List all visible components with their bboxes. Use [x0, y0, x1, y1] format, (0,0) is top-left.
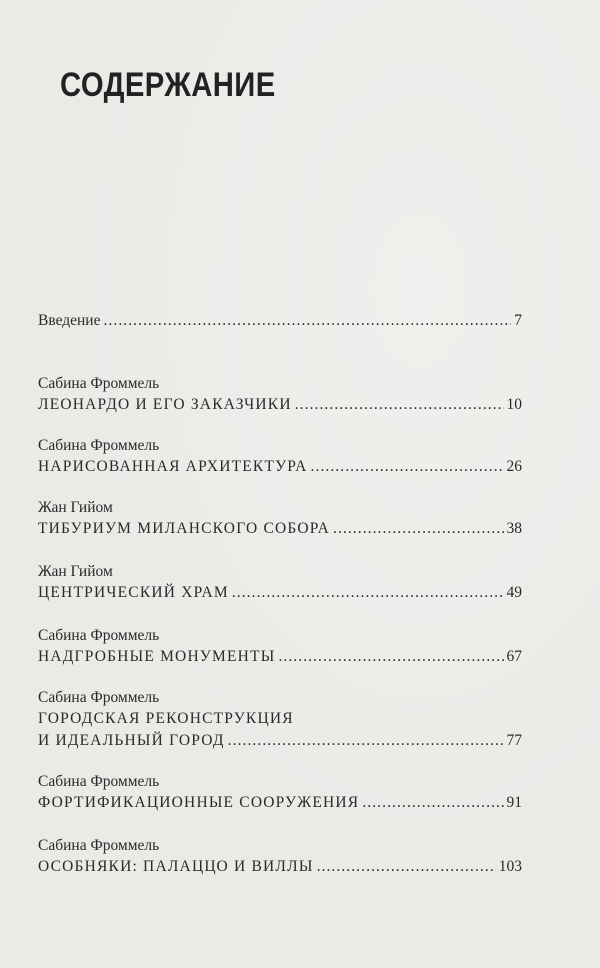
dot-leader [232, 582, 504, 604]
toc-title: И ИДЕАЛЬНЫЙ ГОРОД [38, 732, 225, 749]
toc-entry [38, 688, 522, 752]
dot-leader [228, 730, 504, 752]
toc-line[interactable] [38, 646, 522, 668]
dot-leader [103, 310, 511, 332]
toc-entry [38, 498, 522, 540]
toc-entry [38, 562, 522, 604]
toc-author: Сабина Фроммель [38, 375, 160, 392]
toc-title-line: ГОРОДСКАЯ РЕКОНСТРУКЦИЯ [38, 710, 294, 727]
dot-leader [333, 518, 504, 540]
toc-page-number: 49 [506, 584, 522, 601]
toc-title: ТИБУРИУМ МИЛАНСКОГО СОБОРА [38, 520, 330, 537]
toc-title: НАРИСОВАННАЯ АРХИТЕКТУРА [38, 458, 308, 475]
toc-author: Жан Гийом [38, 563, 113, 580]
toc-page-number: 67 [506, 648, 522, 665]
toc-author: Сабина Фроммель [38, 437, 160, 454]
toc-page-number: 26 [506, 458, 522, 475]
toc-title: ЦЕНТРИЧЕСКИЙ ХРАМ [38, 584, 229, 601]
toc-title: ОСОБНЯКИ: ПАЛАЦЦО И ВИЛЛЫ [38, 858, 314, 875]
toc-page-number: 38 [506, 520, 522, 537]
toc-page-number: 10 [506, 396, 522, 413]
dot-leader [311, 456, 504, 478]
toc-line[interactable] [38, 582, 522, 604]
toc-author: Сабина Фроммель [38, 627, 160, 644]
dot-leader [295, 394, 504, 416]
dot-leader [362, 792, 503, 814]
toc-entry [38, 626, 522, 668]
toc-author: Сабина Фроммель [38, 773, 160, 790]
toc-entry [38, 772, 522, 814]
toc-line[interactable] [38, 518, 522, 540]
toc-author: Сабина Фроммель [38, 837, 160, 854]
toc-page-number: 103 [498, 858, 522, 875]
toc-line[interactable] [38, 730, 522, 752]
toc-line[interactable] [38, 856, 522, 878]
toc-entry [38, 374, 522, 416]
dot-leader [278, 646, 503, 668]
toc-author: Сабина Фроммель [38, 689, 160, 706]
dot-leader [317, 856, 496, 878]
toc-entry [38, 436, 522, 478]
page-title: СОДЕРЖАНИЕ [60, 66, 276, 104]
toc-entry [38, 836, 522, 878]
toc-author: Жан Гийом [38, 499, 113, 516]
toc-page-number: 91 [506, 794, 522, 811]
toc-line[interactable] [38, 394, 522, 416]
toc-title: ФОРТИФИКАЦИОННЫЕ СООРУЖЕНИЯ [38, 794, 360, 811]
toc-page-number: 7 [514, 312, 522, 329]
toc-line[interactable] [38, 310, 522, 332]
toc-line[interactable] [38, 792, 522, 814]
toc-title: ЛЕОНАРДО И ЕГО ЗАКАЗЧИКИ [38, 396, 292, 413]
toc-line[interactable] [38, 456, 522, 478]
toc-page-number: 77 [506, 732, 522, 749]
toc-title: Введение [38, 312, 101, 329]
toc-entry [38, 310, 522, 332]
toc-title: НАДГРОБНЫЕ МОНУМЕНТЫ [38, 648, 276, 665]
